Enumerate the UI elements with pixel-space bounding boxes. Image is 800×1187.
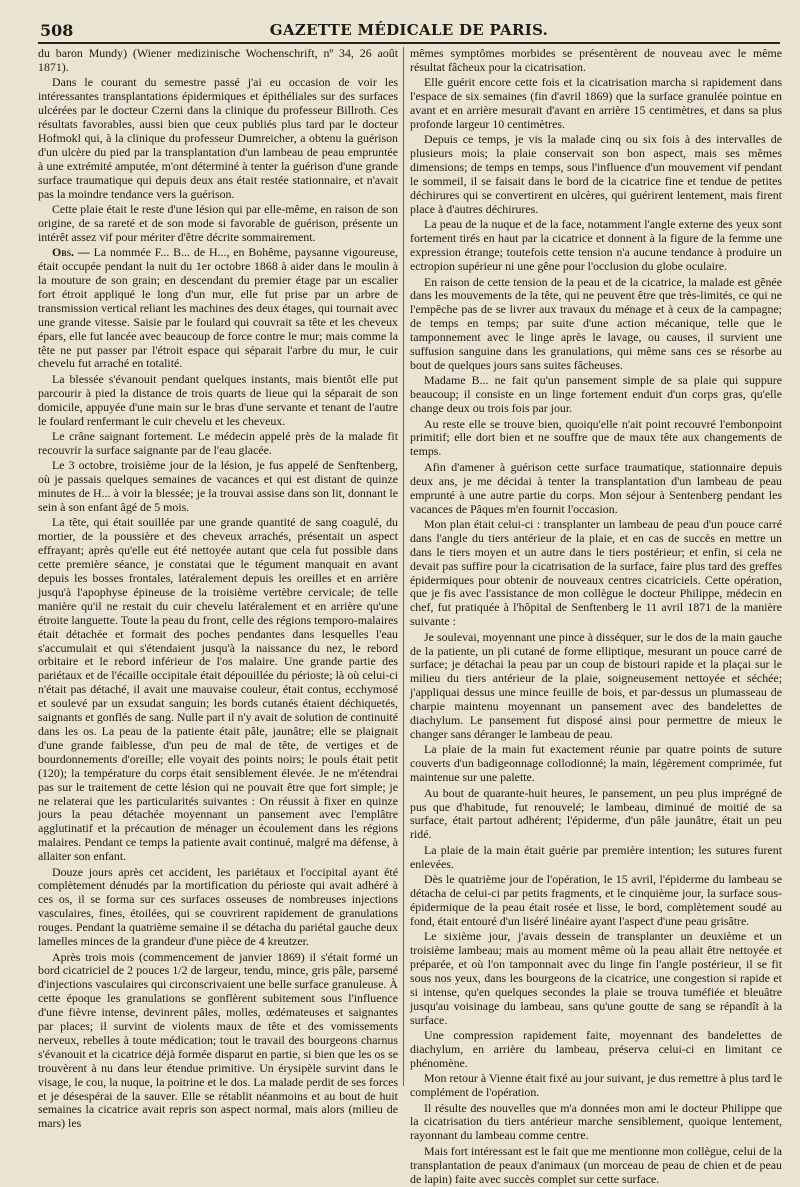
paragraph: Une compression rapidement faite, moyennant des bandelettes de diachylum, en arrière du lambeau, préserva celui-ci en limitant ce phénomène.	[410, 1028, 782, 1070]
right-column	[410, 46, 782, 1186]
paragraph: Après trois mois (commencement de janvier 1869) il s'était formé un bord cicatriciel de 2 pouces 1/2 de largeur, tendu, mince, gris pâle, parsemé d'injections vasculaires qui circonscrivaient une belle surface granuleuse. À cette époque les granulations se gonflèrent subitement sous l'influence d'une fièvre intense, devinrent pâles, molles, œdémateuses et saignantes par places; il survint de violents maux de tête et des vomissements nerveux, rebelles à toute médication; tout le travail des bourgeons charnus s'évanouit et la cicatrice déjà formée disparut en partie, si bien que les os se trouvèrent à nu dans leur étendue primitive. Un érysipèle survint dans le visage, le cou, la nuque, la poitrine et le dos. La malade perdit de ses forces et je désespérai de la sauver. Elle se rétablit néanmoins et au bout de huit semaines la cicatrice avait repris son aspect normal, mais alors (milieu de mars) les	[38, 949, 398, 1131]
paragraph: Au reste elle se trouve bien, quoiqu'elle n'ait point recouvré l'embonpoint primitif; elle dort bien et ne souffre que de maux tête aux changements de temps.	[410, 416, 782, 459]
paragraph: En raison de cette tension de la peau et de la cicatrice, la malade est gênée dans les mouvements de la tête, qui ne peuvent être que très-limités, ce qui ne l'empêche pas de se livrer aux travaux du ménage et à ceux de la campagne; de temps en temps; par suite d'une action mécanique, telle que le tamponnement avec le linge après le lavage, ou causes, il survient une suffusion sanguine dans les granulations, qui même sans ces se résorbe au bout de quelques jours sans suites fâcheuses.	[410, 274, 782, 372]
paragraph: mêmes symptômes morbides se présentèrent de nouveau avec le même résultat fâcheux pour la cicatrisation.	[410, 46, 782, 74]
paragraph: Madame B... ne fait qu'un pansement simple de sa plaie qui suppure beaucoup; il consiste en un linge fortement enduit d'un corps gras, qu'elle change deux ou trois fois par jour.	[410, 373, 782, 416]
paragraph: La plaie de la main fut exactement réunie par quatre points de suture couverts d'un badigeonnage collodionné; la main, légèrement comprimée, fut maintenue sur une palette.	[410, 742, 782, 785]
paragraph: La peau de la nuque et de la face, notamment l'angle externe des yeux sont fortement tirés en haut par la cicatrice et donnent à la figure de la femme une expression étrange; toutefois cette tension n'a aucune tendance à produire un ectropion supérieur ni une gêne pour l'occlusion du globe oculaire.	[410, 217, 782, 274]
paragraph: Elle guérit encore cette fois et la cicatrisation marcha si rapidement dans l'espace de six semaines (fin d'avril 1869) que la surface granulée pointue en avant et en arrière mesurait d'avant en arrière 15 centimètres, et dans sa plus profonde largeur 10 centimètres.	[410, 75, 782, 132]
observation-text: La nommée F... B... de H..., en Bohême, paysanne vigoureuse, était occupée pendant la nuit du 1er octobre 1868 à aider dans le moulin à la mouture de son grain; en descendant du premier étage par un escalier fort étroit appliqué le long d'un mur, elle fut prise par un arbre de transmission vertical reliant les machines des deux étages, qui tournait avec une grande vitesse. Saisie par le foulard qui couvrait sa tête et les cheveux épars, elle fut lancée avec beaucoup de force contre le mur; mais comme la tête ne put passer par l'étroit espace qui séparait l'arbre du mur, le cuir chevelu fut arraché en totalité.	[38, 245, 398, 371]
column-divider	[403, 47, 404, 1086]
journal-title: GAZETTE MÉDICALE DE PARIS.	[269, 21, 549, 39]
paragraph: Dans le courant du semestre passé j'ai eu occasion de voir les intéressantes transplantations épidermiques et épithéliales sur des surfaces ulcérées par le docteur Czerni dans la clinique du professeur Billroth. Ces résultats favorables, aussi bien que ceux publiés plus tard par le docteur Hofmokl qui, à la clinique du professeur Dumreicher, a obtenu la guérison d'un ulcère du pied par la transplantation d'un lambeau de peau empruntée à une extrémité amputée, m'ont déterminé à tenter la guérison d'une grande surface traumatique qui depuis deux ans était restée stationnaire, et n'avait pas la moindre tendance vers la guérison.	[38, 75, 398, 201]
paragraph: La plaie de la main était guérie par première intention; les sutures furent enlevées.	[410, 842, 782, 871]
page-number: 508	[40, 21, 74, 40]
paragraph: Douze jours après cet accident, les pariétaux et l'occipital ayant été complètement dénudés par la mortification du périoste qui avait adhéré à ces os, il se forma sur ces surfaces osseuses de nombreuses injections vasculaires, fines, étoilées, qui se couvrirent rapidement de granulations rouges. Pendant la quatrième semaine il se détacha du pariétal gauche deux lamelles minces de la grandeur d'une pièce de 4 kreutzer.	[38, 864, 398, 949]
paragraph: Mon retour à Vienne était fixé au jour suivant, je dus remettre à plus tard le complément de l'opération.	[410, 1071, 782, 1100]
left-column	[38, 46, 398, 1131]
paragraph: Cette plaie était le reste d'une lésion qui par elle-même, en raison de son origine, de sa rareté et de son mode si favorable de guérison, présente un intérêt assez vif pour mériter d'être décrite sommairement.	[38, 201, 398, 244]
paragraph: Mon plan était celui-ci : transplanter un lambeau de peau d'un pouce carré dans l'angle du tiers antérieur de la plaie, et en cas de succès en mettre un dans le tiers moyen et un autre dans le tiers postérieur; et enfin, si cela ne devait pas suffire pour la cicatrisation de la surface, faire plus tard des greffes épidermiques pour obtenir de nouveaux centres cicatriciels. Cette opération, que je fis avec l'assistance de mon collègue le docteur Philippe, médecin en chef, fut pratiquée à l'hôpital de Senftenberg le 11 avril 1871 de la manière suivante :	[410, 516, 782, 629]
reference-line: du baron Mundy) (Wiener medizinische Wochenschrift, nº 34, 26 août 1871).	[38, 46, 398, 74]
paragraph: Mais fort intéressant est le fait que me mentionne mon collègue, celui de la transplantation de peaux d'animaux (un morceau de peau de chien et de peau de lapin) faite avec succès complet sur cette surface.	[410, 1143, 782, 1186]
observation-label: Obs. —	[52, 245, 90, 260]
paragraph: Je soulevai, moyennant une pince à disséquer, sur le dos de la main gauche de la patiente, un pli cutané de forme elliptique, mesurant un pouce carré de surface; je détachai la peau par un coup de bistouri rapide et la plaçai sur le milieu du tiers antérieur de la plaie, soigneusement nettoyée et séchée; j'appliquai dessus une mince feuille de bois, et par-dessus un plumasseau de charpie maintenu moyennant un pansement avec des bandelettes de diachylum. Le pansement fut disposé ainsi pour permettre de mieux le changer sans déranger le lambeau de peau.	[410, 629, 782, 741]
paragraph: Au bout de quarante-huit heures, le pansement, un peu plus imprégné de pus que d'habitude, fut renouvelé; le lambeau, diminué de moitié de sa surface, était partout adhérent; l'épiderme, d'un pâle jaunâtre, était un peu ridé.	[410, 785, 782, 842]
paragraph: Le crâne saignant fortement. Le médecin appelé près de la malade fit recouvrir la surface saignante par de l'eau glacée.	[38, 428, 398, 457]
paragraph: La blessée s'évanouit pendant quelques instants, mais bientôt elle put parcourir à pied la distance de trois quarts de lieue qui la séparait de son domicile, appuyée d'une main sur le bras d'une servante et tenant de l'autre le foulard renfermant le cuir chevelu et les cheveux.	[38, 371, 398, 428]
paragraph: Afin d'amener à guérison cette surface traumatique, stationnaire depuis deux ans, je me décidai à tenter la transplantation d'un lambeau de peau emprunté à une autre partie du corps. Mon séjour à Sentenberg pendant les vacances de Pâques m'en fournit l'occasion.	[410, 459, 782, 516]
paragraph: Le 3 octobre, troisième jour de la lésion, je fus appelé de Senftenberg, où je passais quelques semaines de vacances et qui est distant de quinze minutes de H... à voir la blessée; je la trouvai assise dans son lit, donnant le sein à son enfant âgé de 5 mois.	[38, 458, 398, 514]
paragraph: Il résulte des nouvelles que m'a données mon ami le docteur Philippe que la cicatrisation du tiers antérieur marche sensiblement, quoique lentement, rayonnant du lambeau comme centre.	[410, 1100, 782, 1143]
observation-paragraph	[38, 246, 398, 371]
paragraph: Depuis ce temps, je vis la malade cinq ou six fois à des intervalles de plusieurs mois; la plaie conservait son bon aspect, mais ses mêmes dimensions; de temps en temps, sous l'influence d'un mouvement vif pendant le sommeil, il se faisait dans le bord de la cicatrice fine et tendue de petites déchirures qui se convertirent en ulcères, qui guérirent lentement, mais firent place à d'autres déchirures.	[410, 132, 782, 216]
paragraph: Dès le quatrième jour de l'opération, le 15 avril, l'épiderme du lambeau se détacha de celui-ci par petits fragments, et le cinquième jour, la surface sous-épidermique de la peau était rosée et lisse, le bord, complètement soudé au fond, était entouré d'un liséré linéaire ayant l'aspect d'une peau grisâtre.	[410, 872, 782, 928]
paragraph: La tête, qui était souillée par une grande quantité de sang coagulé, du mortier, de la poussière et des cheveux arrachés, présentait un aspect effrayant; après qu'elle eut été nettoyée autant que cela fut possible dans cette première séance, je constatai que le tégument manquait en avant depuis les bosses frontales, latéralement depuis les oreilles et en arrière jusqu'à l'apophyse épineuse de la troisième vertèbre cervicale; de telle manière qu'il ne restait du cuir chevelu latéralement et en arrière qu'une étroite languette. Toute la peau du front, celle des régions temporo-malaires était détachée et formait des poches pendantes dans lesquelles l'eau s'accumulait et qui s'étendaient jusqu'à la naissance du nez, le rebord orbitaire et le rebord inférieur de l'os malaire. Une grande partie des pariétaux et de l'écaille occipitale était dépouillée du périoste; là où celui-ci n'était pas détaché, il avait une mauvaise couleur, était contus, ecchymosé et soulevé par un exsudat sanguin; les bords cutanés étaient déchiquetés, saignants et gonflés de sang. Nulle part il n'y avait de solution de continuité dans les os. La peau de la patiente était pâle, jaunâtre; elle se plaignait d'une grande faiblesse, d'un peu de mal de tête, de vertiges et de bourdonnements d'oreille; elle voyait des points noirs; le pouls était petit (120); la température du corps était sensiblement élevée. Je ne m'étendrai pas sur le traitement de cette lésion qui ne pouvait être que fort simple; je ne relaterai que les particularités suivantes : On réussit à fixer en quinze jours la peau détachée moyennant un pansement avec l'emplâtre agglutinatif et la précaution de ménager un écoulement dans les régions malaires. Pendant ce temps la patiente avait continué, malgré ma défense, à allaiter son enfant.	[38, 515, 398, 864]
paragraph: Le sixième jour, j'avais dessein de transplanter un deuxième et un troisième lambeau; mais au moment même où la peau allait être nettoyée et préparée, et où l'on tamponnait avec du linge fin l'angle postérieur, il se fit sous nos yeux, dans les bourgeons de la cicatrice, une congestion si rapide et si intense, qu'en quelques secondes la plaie se trouva tuméfiée et bleuâtre jusqu'au voisinage du lambeau, sans qu'une goutte de sang se répandît à la surface.	[410, 929, 782, 1027]
page-header	[38, 20, 780, 44]
